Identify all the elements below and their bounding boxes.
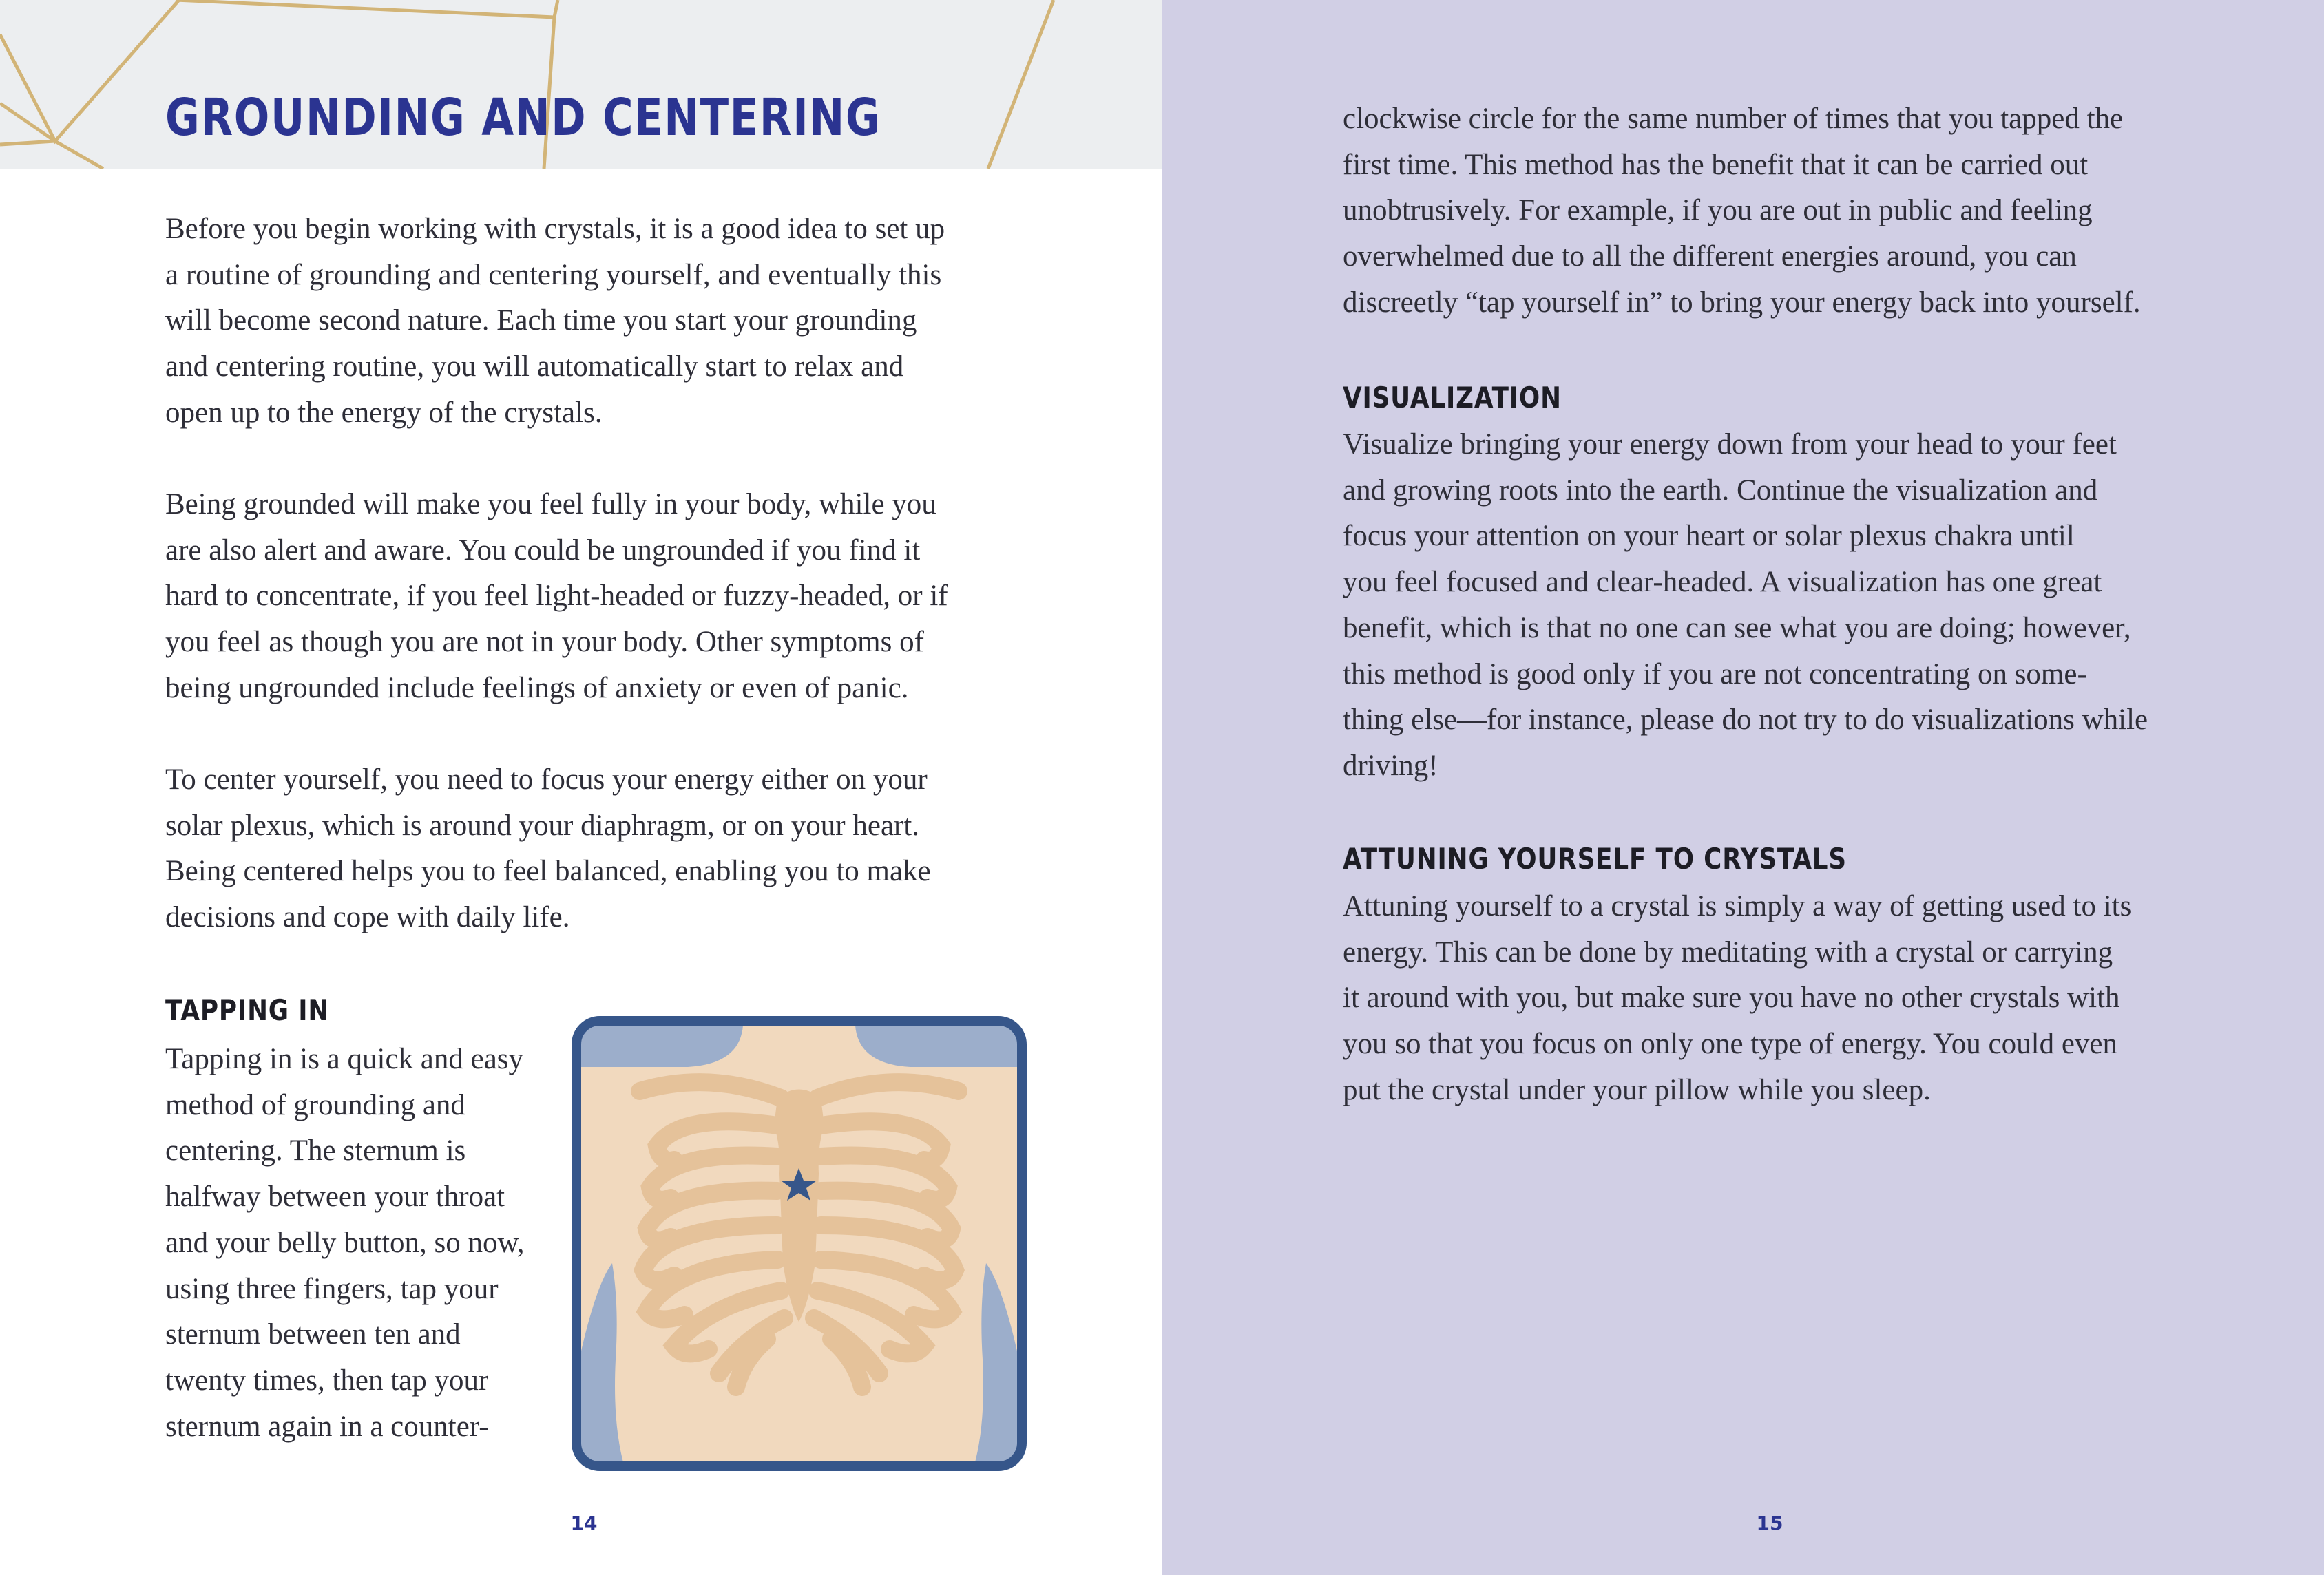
text-line: To center yourself, you need to focus your energy either on your bbox=[165, 763, 928, 796]
text-line: centering. The sternum is bbox=[165, 1134, 466, 1167]
text-line: hard to concentrate, if you feel light-headed or fuzzy-headed, or if bbox=[165, 580, 948, 613]
text-line: focus your attention on your heart or solar plexus chakra until bbox=[1343, 520, 2075, 553]
text-line: using three fingers, tap your bbox=[165, 1272, 499, 1305]
text-line: decisions and cope with daily life. bbox=[165, 901, 570, 934]
text-line: put the crystal under your pillow while you sleep. bbox=[1343, 1073, 1931, 1106]
text-line: solar plexus, which is around your diaphragm, or on your heart. bbox=[165, 809, 920, 842]
text-line: discreetly “tap yourself in” to bring your energy back into yourself. bbox=[1343, 286, 2141, 319]
visualization-text bbox=[1343, 422, 2148, 790]
page-number-left: 14 bbox=[570, 1512, 598, 1534]
text-line: will become second nature. Each time you start your grounding bbox=[165, 304, 917, 337]
attuning-text bbox=[1343, 884, 2131, 1114]
text-line: this method is good only if you are not concentrating on some- bbox=[1343, 657, 2087, 690]
text-line: twenty times, then tap your bbox=[165, 1364, 489, 1397]
text-line: and growing roots into the earth. Continue the visualization and bbox=[1343, 474, 2098, 507]
paragraph-1 bbox=[165, 207, 945, 436]
text-line: Tapping in is a quick and easy bbox=[165, 1043, 524, 1075]
text-line: you feel as though you are not in your body. Other symptoms of bbox=[165, 626, 924, 659]
text-line: energy. This can be done by meditating with a crystal or carrying bbox=[1343, 936, 2113, 969]
text-line: sternum again in a counter- bbox=[165, 1410, 489, 1443]
attuning-heading: ATTUNING YOURSELF TO CRYSTALS bbox=[1343, 842, 1847, 876]
text-line: you so that you focus on only one type of energy. You could even bbox=[1343, 1028, 2118, 1061]
tapping-in-text bbox=[165, 1037, 525, 1450]
visualization-heading: VISUALIZATION bbox=[1343, 381, 1562, 414]
chapter-title: GROUNDING AND CENTERING bbox=[165, 88, 881, 147]
text-line: and your belly button, so now, bbox=[165, 1226, 525, 1259]
paragraph-2 bbox=[165, 482, 948, 712]
text-line: first time. This method has the benefit that it can be carried out bbox=[1343, 148, 2089, 181]
ribcage-sternum-star-icon bbox=[571, 1015, 1027, 1472]
text-line: overwhelmed due to all the different energies around, you can bbox=[1343, 240, 2077, 273]
right-page bbox=[1162, 0, 2324, 1575]
text-line: Being centered helps you to feel balanced, enabling you to make bbox=[165, 855, 931, 888]
paragraph-3 bbox=[165, 757, 931, 941]
text-line: sternum between ten and bbox=[165, 1318, 461, 1351]
text-line: halfway between your throat bbox=[165, 1181, 505, 1214]
text-line: a routine of grounding and centering yourself, and eventually this bbox=[165, 258, 942, 291]
text-line: Being grounded will make you feel fully in your body, while you bbox=[165, 488, 936, 520]
continuation-paragraph bbox=[1343, 96, 2141, 326]
text-line: Before you begin working with crystals, it is a good idea to set up bbox=[165, 213, 945, 245]
text-line: driving! bbox=[1343, 749, 1438, 782]
text-line: are also alert and aware. You could be ungrounded if you find it bbox=[165, 533, 921, 567]
text-line: method of grounding and bbox=[165, 1088, 465, 1121]
text-line: being ungrounded include feelings of anxiety or even of panic. bbox=[165, 671, 909, 704]
text-line: it around with you, but make sure you have no other crystals with bbox=[1343, 982, 2120, 1015]
text-line: and centering routine, you will automatically start to relax and bbox=[165, 350, 904, 383]
text-line: open up to the energy of the crystals. bbox=[165, 396, 603, 429]
page-number-right: 15 bbox=[1756, 1512, 1783, 1534]
text-line: you feel focused and clear-headed. A visualization has one great bbox=[1343, 566, 2102, 599]
text-line: benefit, which is that no one can see what you are doing; however, bbox=[1343, 611, 2131, 644]
text-line: clockwise circle for the same number of times that you tapped the bbox=[1343, 103, 2124, 135]
text-line: unobtrusively. For example, if you are out in public and feeling bbox=[1343, 194, 2093, 227]
tapping-in-heading: TAPPING IN bbox=[165, 993, 330, 1027]
text-line: Attuning yourself to a crystal is simply a way of getting used to its bbox=[1343, 890, 2132, 922]
text-line: Visualize bringing your energy down from your head to your feet bbox=[1343, 428, 2117, 461]
text-line: thing else—for instance, please do not try to do visualizations while bbox=[1343, 704, 2148, 737]
ribcage-illustration bbox=[571, 1015, 1027, 1472]
